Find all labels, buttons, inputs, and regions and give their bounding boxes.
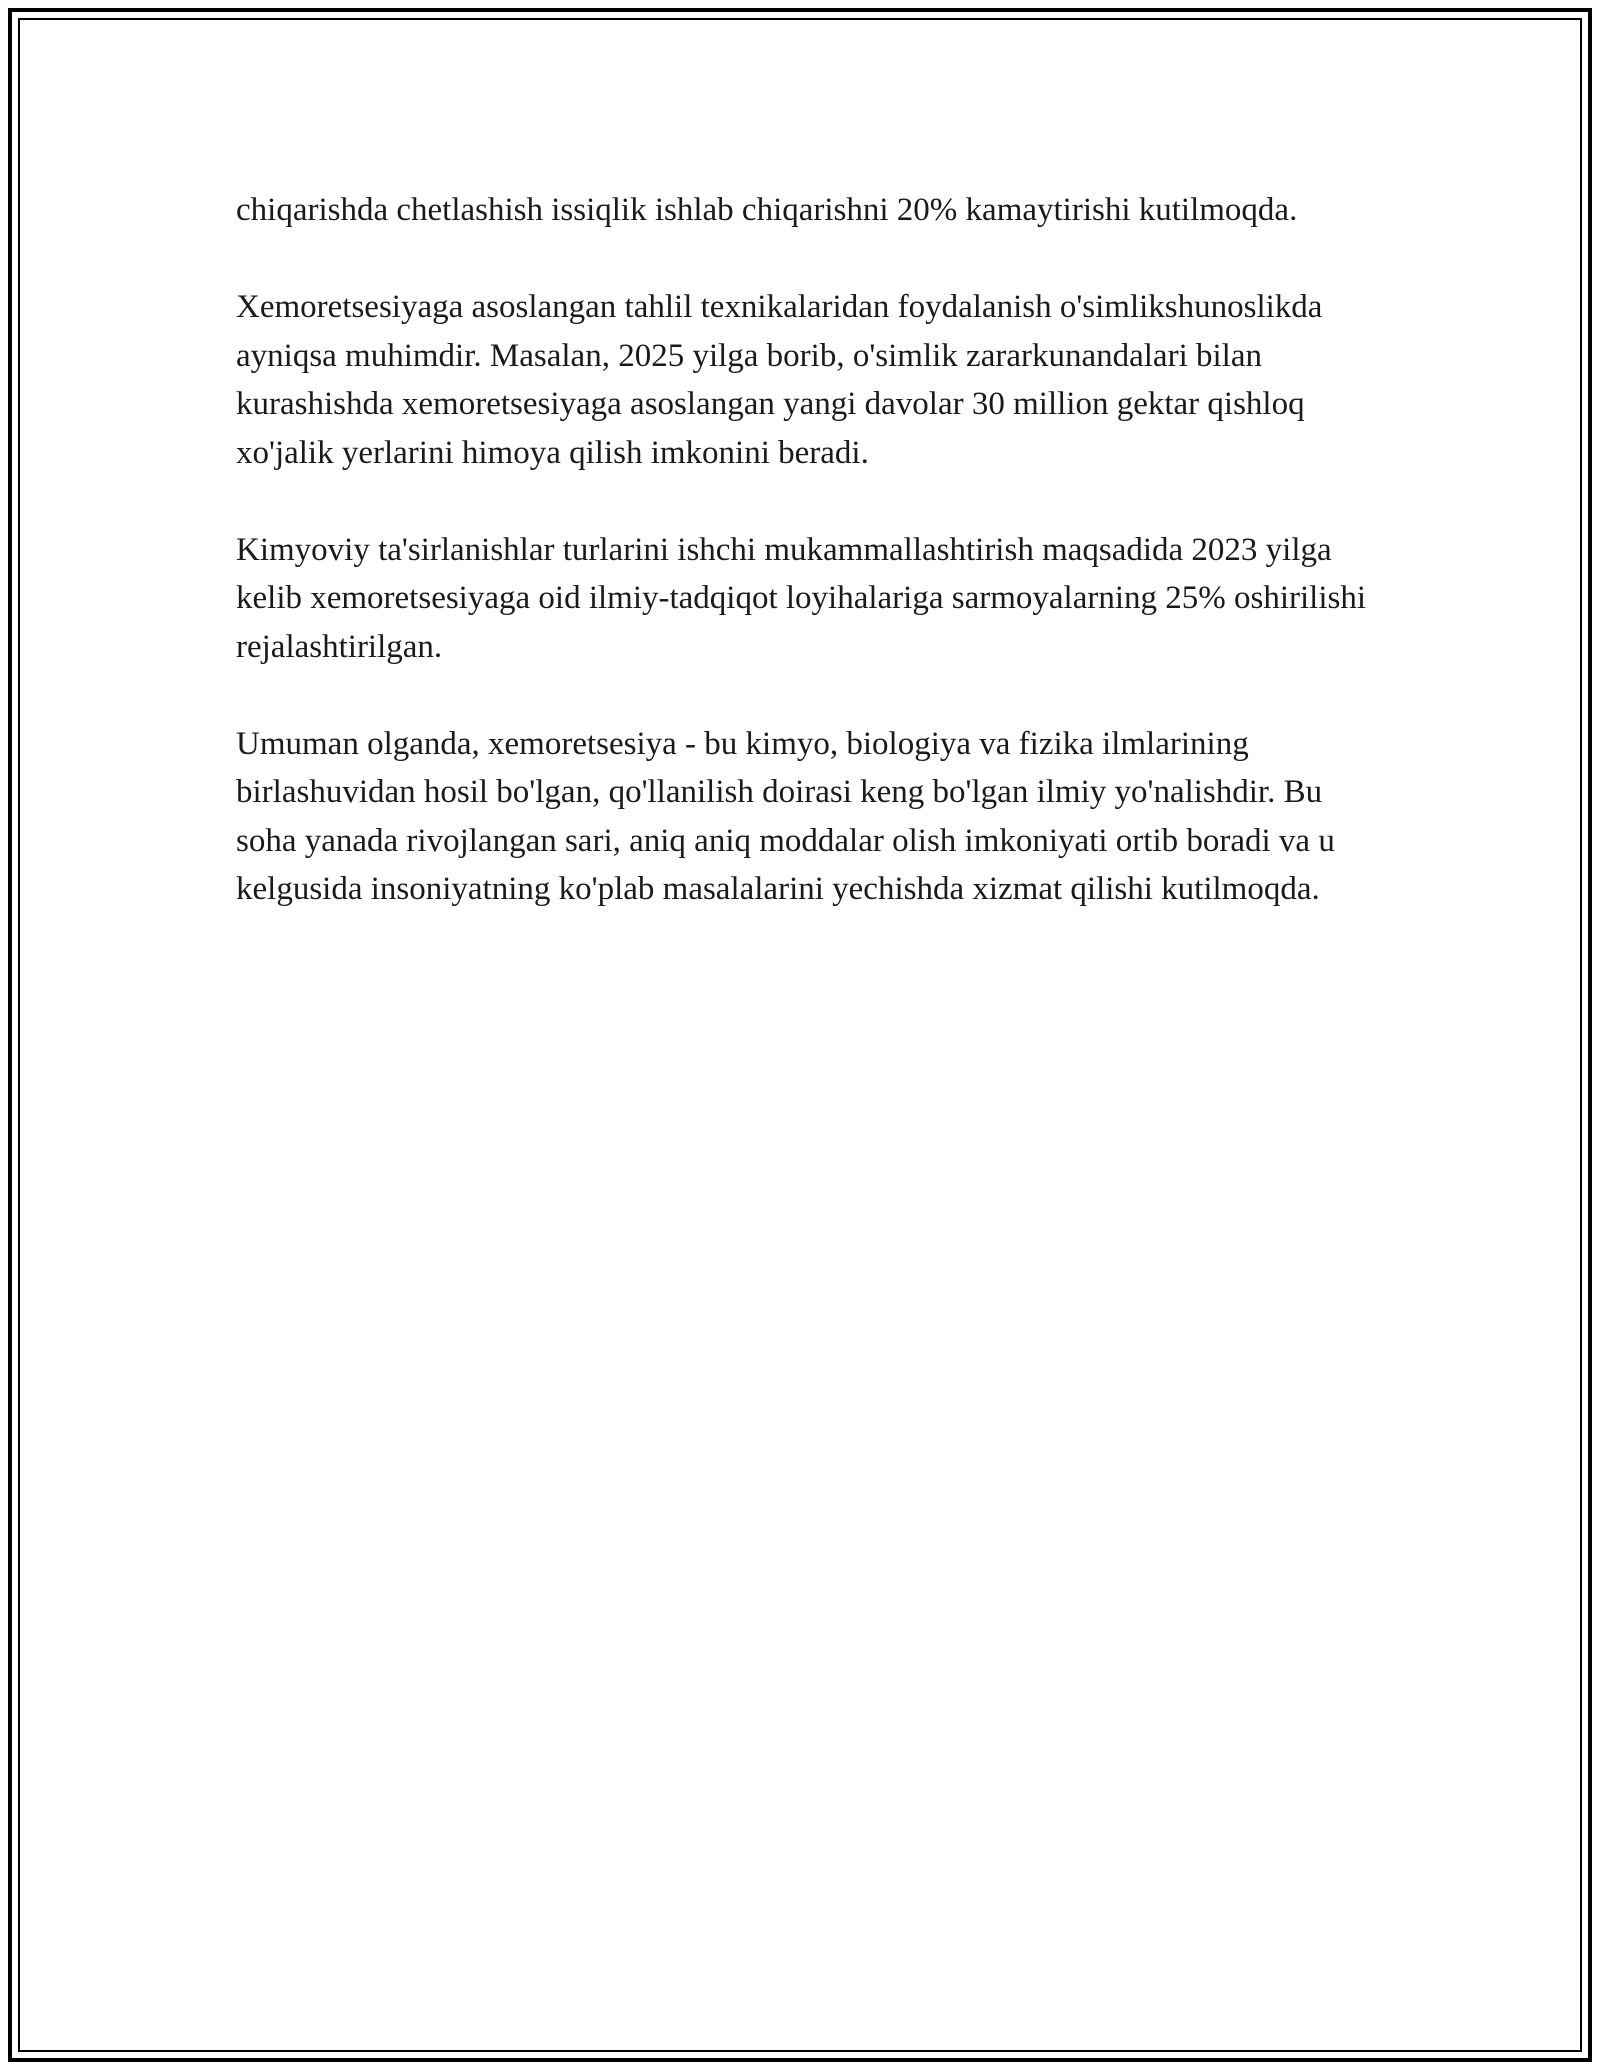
paragraph: Kimyoviy ta'sirlanishlar turlarini ishchi mukammallashtirish maqsadida 2023 yilga kelib xemoretsesiyaga oid ilmiy-tadqiqot loyihalariga sarmoyalarning 25% oshirilishi rejalashtirilgan. [236, 531, 1367, 665]
paragraph: Umuman olganda, xemoretsesiya - bu kimyo, biologiya va fizika ilmlarining birlashuvidan hosil bo'lgan, qo'llanilish doirasi keng bo'lgan ilmiy yo'nalishdir. Bu soha yanada rivojlangan sari, aniq aniq moddalar olish imkoniyati ortib boradi va u kelgusida insoniyatning ko'plab masalalarini yechishda xizmat qilishi kutilmoqda. [236, 725, 1335, 907]
document-body [236, 186, 1386, 962]
paragraph: Xemoretsesiyaga asoslangan tahlil texnikalaridan foydalanish o'simlikshunoslikda ayniqsa muhimdir. Masalan, 2025 yilga borib, o'simlik zararkunandalari bilan kurashishda xemoretsesiyaga asoslangan yangi davolar 30 million gektar qishloq xo'jalik yerlarini himoya qilish imkonini beradi. [236, 289, 1323, 471]
paragraph: chiqarishda chetlashish issiqlik ishlab chiqarishni 20% kamaytirishi kutilmoqda. [236, 192, 1298, 228]
